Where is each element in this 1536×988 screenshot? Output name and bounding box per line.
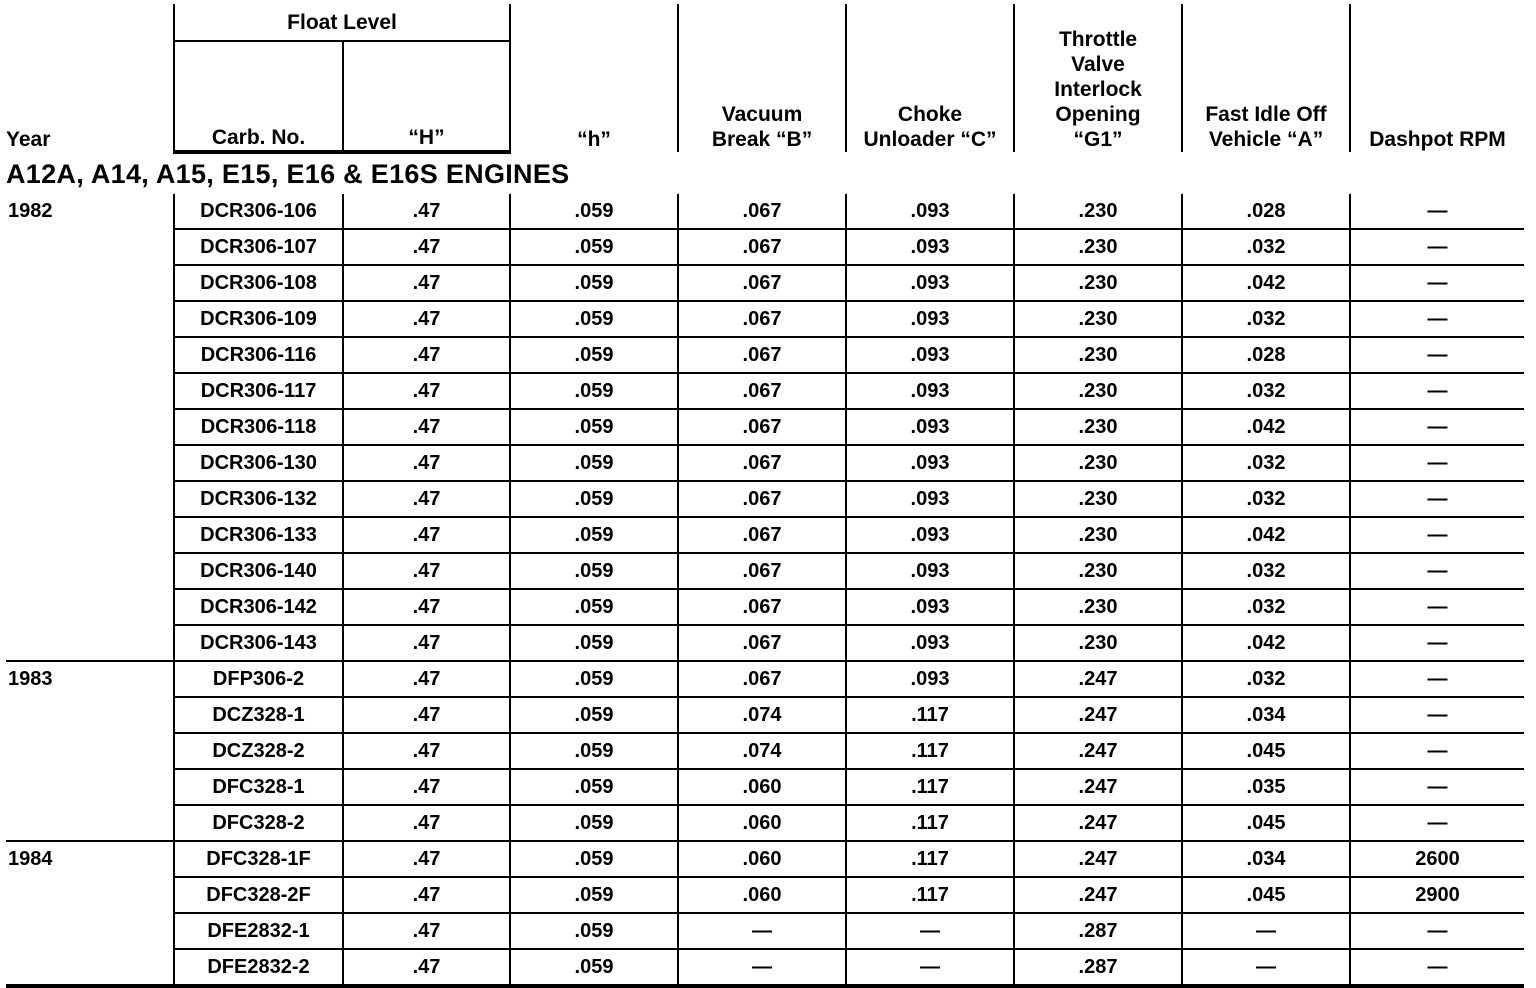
table-row <box>6 553 1524 589</box>
choke-unloader-cell: — <box>846 949 1014 986</box>
vacuum-break-cell: .067 <box>678 589 846 625</box>
table-row <box>6 769 1524 805</box>
carburetor-spec-table <box>6 4 1524 988</box>
dashpot-rpm-cell: — <box>1350 265 1524 301</box>
carb-no-cell: DCR306-109 <box>174 301 343 337</box>
header-row-top <box>6 4 1524 41</box>
float-h-lower-cell: .059 <box>510 194 678 229</box>
float-h-lower-cell: .059 <box>510 805 678 841</box>
header-dashpot-rpm: Dashpot RPM <box>1350 4 1524 152</box>
float-h-lower-cell: .059 <box>510 517 678 553</box>
table-row <box>6 301 1524 337</box>
float-h-lower-cell: .059 <box>510 841 678 877</box>
table-row <box>6 697 1524 733</box>
header-h-upper: “H” <box>343 41 510 152</box>
dashpot-rpm-cell: 2900 <box>1350 877 1524 913</box>
table-row <box>6 913 1524 949</box>
throttle-opening-cell: .247 <box>1014 661 1182 697</box>
float-h-upper-cell: .47 <box>343 553 510 589</box>
throttle-opening-cell: .230 <box>1014 229 1182 265</box>
choke-unloader-cell: .093 <box>846 625 1014 661</box>
choke-unloader-cell: .117 <box>846 841 1014 877</box>
choke-unloader-cell: .093 <box>846 337 1014 373</box>
fast-idle-cell: .045 <box>1182 733 1350 769</box>
float-h-upper-cell: .47 <box>343 481 510 517</box>
choke-unloader-cell: .093 <box>846 481 1014 517</box>
throttle-opening-cell: .247 <box>1014 877 1182 913</box>
choke-unloader-cell: .093 <box>846 553 1014 589</box>
vacuum-break-cell: .067 <box>678 373 846 409</box>
vacuum-break-cell: .067 <box>678 445 846 481</box>
header-vacuum-break <box>678 4 846 152</box>
carb-no-cell: DFE2832-2 <box>174 949 343 986</box>
choke-unloader-cell: .093 <box>846 229 1014 265</box>
fast-idle-cell: .034 <box>1182 841 1350 877</box>
float-h-upper-cell: .47 <box>343 194 510 229</box>
vacuum-break-cell: — <box>678 913 846 949</box>
choke-unloader-cell: .117 <box>846 769 1014 805</box>
fast-idle-cell: .045 <box>1182 805 1350 841</box>
fast-idle-cell: .032 <box>1182 445 1350 481</box>
table-row <box>6 337 1524 373</box>
carb-no-cell: DCZ328-2 <box>174 733 343 769</box>
fast-idle-cell: .028 <box>1182 337 1350 373</box>
dashpot-rpm-cell: — <box>1350 769 1524 805</box>
dashpot-rpm-cell: — <box>1350 373 1524 409</box>
fast-idle-cell: .032 <box>1182 661 1350 697</box>
header-throttle-line4: Opening <box>1055 103 1141 126</box>
table-row <box>6 445 1524 481</box>
vacuum-break-cell: .060 <box>678 769 846 805</box>
carb-no-cell: DCR306-143 <box>174 625 343 661</box>
throttle-opening-cell: .230 <box>1014 409 1182 445</box>
table-row <box>6 949 1524 986</box>
vacuum-break-cell: .067 <box>678 265 846 301</box>
float-h-upper-cell: .47 <box>343 733 510 769</box>
table-row <box>6 661 1524 697</box>
float-h-lower-cell: .059 <box>510 229 678 265</box>
dashpot-rpm-cell: — <box>1350 949 1524 986</box>
vacuum-break-cell: .067 <box>678 481 846 517</box>
float-h-upper-cell: .47 <box>343 589 510 625</box>
float-h-lower-cell: .059 <box>510 265 678 301</box>
float-h-upper-cell: .47 <box>343 625 510 661</box>
dashpot-rpm-cell: — <box>1350 589 1524 625</box>
float-h-lower-cell: .059 <box>510 769 678 805</box>
carb-no-cell: DCR306-116 <box>174 337 343 373</box>
throttle-opening-cell: .230 <box>1014 589 1182 625</box>
dashpot-rpm-cell: — <box>1350 517 1524 553</box>
table-row <box>6 733 1524 769</box>
float-h-lower-cell: .059 <box>510 877 678 913</box>
float-h-upper-cell: .47 <box>343 445 510 481</box>
choke-unloader-cell: .117 <box>846 697 1014 733</box>
table-row <box>6 805 1524 841</box>
choke-unloader-cell: .093 <box>846 301 1014 337</box>
fast-idle-cell: .032 <box>1182 373 1350 409</box>
throttle-opening-cell: .247 <box>1014 769 1182 805</box>
vacuum-break-cell: .074 <box>678 733 846 769</box>
throttle-opening-cell: .247 <box>1014 733 1182 769</box>
fast-idle-cell: .032 <box>1182 553 1350 589</box>
fast-idle-cell: .028 <box>1182 194 1350 229</box>
header-throttle-line3: Interlock <box>1054 78 1142 101</box>
vacuum-break-cell: .067 <box>678 517 846 553</box>
carb-no-cell: DCR306-106 <box>174 194 343 229</box>
header-year: Year <box>6 128 51 151</box>
table-row <box>6 481 1524 517</box>
dashpot-rpm-cell: — <box>1350 553 1524 589</box>
vacuum-break-cell: .067 <box>678 301 846 337</box>
float-h-lower-cell: .059 <box>510 553 678 589</box>
choke-unloader-cell: — <box>846 913 1014 949</box>
dashpot-rpm-cell: — <box>1350 337 1524 373</box>
year-cell: 1982 <box>6 194 174 661</box>
carb-no-cell: DFC328-1F <box>174 841 343 877</box>
float-h-lower-cell: .059 <box>510 661 678 697</box>
year-cell: 1984 <box>6 841 174 986</box>
fast-idle-cell: .032 <box>1182 301 1350 337</box>
dashpot-rpm-cell: — <box>1350 301 1524 337</box>
table-body <box>6 152 1524 986</box>
header-choke-unloader <box>846 4 1014 152</box>
table-row <box>6 625 1524 661</box>
dashpot-rpm-cell: — <box>1350 733 1524 769</box>
header-choke-line1: Choke <box>897 103 963 126</box>
table-row <box>6 373 1524 409</box>
choke-unloader-cell: .093 <box>846 265 1014 301</box>
fast-idle-cell: — <box>1182 913 1350 949</box>
float-h-lower-cell: .059 <box>510 625 678 661</box>
vacuum-break-cell: .067 <box>678 553 846 589</box>
float-h-upper-cell: .47 <box>343 337 510 373</box>
vacuum-break-cell: .060 <box>678 877 846 913</box>
carb-no-cell: DCZ328-1 <box>174 697 343 733</box>
carb-no-cell: DCR306-107 <box>174 229 343 265</box>
table-row <box>6 229 1524 265</box>
float-h-upper-cell: .47 <box>343 841 510 877</box>
throttle-opening-cell: .230 <box>1014 265 1182 301</box>
float-h-lower-cell: .059 <box>510 697 678 733</box>
choke-unloader-cell: .117 <box>846 733 1014 769</box>
dashpot-rpm-cell: 2600 <box>1350 841 1524 877</box>
table-row <box>6 841 1524 877</box>
fast-idle-cell: .032 <box>1182 589 1350 625</box>
choke-unloader-cell: .093 <box>846 661 1014 697</box>
table-row <box>6 194 1524 229</box>
carb-no-cell: DFP306-2 <box>174 661 343 697</box>
float-h-upper-cell: .47 <box>343 877 510 913</box>
dashpot-rpm-cell: — <box>1350 805 1524 841</box>
dashpot-rpm-cell: — <box>1350 229 1524 265</box>
fast-idle-cell: .045 <box>1182 877 1350 913</box>
throttle-opening-cell: .230 <box>1014 625 1182 661</box>
header-vacuum-line1: Vacuum <box>721 103 803 126</box>
vacuum-break-cell: .067 <box>678 337 846 373</box>
header-throttle-valve <box>1014 4 1182 152</box>
table-row <box>6 589 1524 625</box>
throttle-opening-cell: .230 <box>1014 373 1182 409</box>
float-h-lower-cell: .059 <box>510 373 678 409</box>
carb-no-cell: DCR306-130 <box>174 445 343 481</box>
choke-unloader-cell: .093 <box>846 194 1014 229</box>
throttle-opening-cell: .287 <box>1014 913 1182 949</box>
carb-no-cell: DFC328-2 <box>174 805 343 841</box>
float-h-upper-cell: .47 <box>343 949 510 986</box>
float-h-upper-cell: .47 <box>343 301 510 337</box>
choke-unloader-cell: .093 <box>846 373 1014 409</box>
fast-idle-cell: .032 <box>1182 481 1350 517</box>
fast-idle-cell: .042 <box>1182 265 1350 301</box>
throttle-opening-cell: .247 <box>1014 805 1182 841</box>
header-fast-idle-line2: Vehicle “A” <box>1208 128 1324 151</box>
header-fast-idle <box>1182 4 1350 152</box>
float-h-upper-cell: .47 <box>343 373 510 409</box>
dashpot-rpm-cell: — <box>1350 194 1524 229</box>
float-h-upper-cell: .47 <box>343 517 510 553</box>
header-float-level: Float Level <box>174 4 510 41</box>
throttle-opening-cell: .247 <box>1014 841 1182 877</box>
choke-unloader-cell: .093 <box>846 517 1014 553</box>
throttle-opening-cell: .230 <box>1014 517 1182 553</box>
vacuum-break-cell: .067 <box>678 409 846 445</box>
vacuum-break-cell: .060 <box>678 805 846 841</box>
table-row <box>6 265 1524 301</box>
throttle-opening-cell: .230 <box>1014 337 1182 373</box>
float-h-lower-cell: .059 <box>510 913 678 949</box>
choke-unloader-cell: .093 <box>846 445 1014 481</box>
float-h-lower-cell: .059 <box>510 481 678 517</box>
header-carb-no: Carb. No. <box>174 41 343 152</box>
fast-idle-cell: .042 <box>1182 517 1350 553</box>
fast-idle-cell: .034 <box>1182 697 1350 733</box>
vacuum-break-cell: .067 <box>678 661 846 697</box>
carb-no-cell: DCR306-140 <box>174 553 343 589</box>
choke-unloader-cell: .093 <box>846 409 1014 445</box>
float-h-upper-cell: .47 <box>343 661 510 697</box>
carb-no-cell: DCR306-142 <box>174 589 343 625</box>
float-h-lower-cell: .059 <box>510 949 678 986</box>
carb-no-cell: DCR306-108 <box>174 265 343 301</box>
carb-no-cell: DFC328-1 <box>174 769 343 805</box>
choke-unloader-cell: .117 <box>846 877 1014 913</box>
table-row <box>6 517 1524 553</box>
vacuum-break-cell: .067 <box>678 194 846 229</box>
throttle-opening-cell: .247 <box>1014 697 1182 733</box>
throttle-opening-cell: .230 <box>1014 553 1182 589</box>
dashpot-rpm-cell: — <box>1350 661 1524 697</box>
vacuum-break-cell: .067 <box>678 625 846 661</box>
header-h-lower: “h” <box>510 4 678 152</box>
carb-no-cell: DCR306-132 <box>174 481 343 517</box>
float-h-upper-cell: .47 <box>343 229 510 265</box>
float-h-upper-cell: .47 <box>343 805 510 841</box>
year-cell: 1983 <box>6 661 174 841</box>
float-h-upper-cell: .47 <box>343 913 510 949</box>
fast-idle-cell: .042 <box>1182 625 1350 661</box>
throttle-opening-cell: .230 <box>1014 194 1182 229</box>
fast-idle-cell: .035 <box>1182 769 1350 805</box>
header-throttle-line1: Throttle <box>1058 28 1138 51</box>
section-title: A12A, A14, A15, E15, E16 & E16S ENGINES <box>6 158 570 189</box>
float-h-lower-cell: .059 <box>510 337 678 373</box>
float-h-upper-cell: .47 <box>343 409 510 445</box>
float-h-lower-cell: .059 <box>510 733 678 769</box>
header-choke-line2: Unloader “C” <box>863 128 997 151</box>
float-h-lower-cell: .059 <box>510 589 678 625</box>
float-h-upper-cell: .47 <box>343 265 510 301</box>
throttle-opening-cell: .230 <box>1014 445 1182 481</box>
float-h-lower-cell: .059 <box>510 409 678 445</box>
header-throttle-line5: “G1” <box>1073 128 1123 151</box>
carb-no-cell: DFC328-2F <box>174 877 343 913</box>
carb-no-cell: DCR306-118 <box>174 409 343 445</box>
header-vacuum-line2: Break “B” <box>711 128 813 151</box>
fast-idle-cell: .042 <box>1182 409 1350 445</box>
vacuum-break-cell: .060 <box>678 841 846 877</box>
float-h-upper-cell: .47 <box>343 697 510 733</box>
vacuum-break-cell: .067 <box>678 229 846 265</box>
dashpot-rpm-cell: — <box>1350 409 1524 445</box>
carb-no-cell: DFE2832-1 <box>174 913 343 949</box>
float-h-lower-cell: .059 <box>510 445 678 481</box>
dashpot-rpm-cell: — <box>1350 481 1524 517</box>
header-throttle-line2: Valve <box>1071 53 1125 76</box>
vacuum-break-cell: .074 <box>678 697 846 733</box>
choke-unloader-cell: .117 <box>846 805 1014 841</box>
header-fast-idle-line1: Fast Idle Off <box>1205 103 1327 126</box>
dashpot-rpm-cell: — <box>1350 625 1524 661</box>
dashpot-rpm-cell: — <box>1350 445 1524 481</box>
table-row <box>6 409 1524 445</box>
fast-idle-cell: .032 <box>1182 229 1350 265</box>
table-row <box>6 877 1524 913</box>
dashpot-rpm-cell: — <box>1350 697 1524 733</box>
throttle-opening-cell: .230 <box>1014 481 1182 517</box>
throttle-opening-cell: .287 <box>1014 949 1182 986</box>
float-h-lower-cell: .059 <box>510 301 678 337</box>
carb-no-cell: DCR306-133 <box>174 517 343 553</box>
choke-unloader-cell: .093 <box>846 589 1014 625</box>
float-h-upper-cell: .47 <box>343 769 510 805</box>
vacuum-break-cell: — <box>678 949 846 986</box>
carb-no-cell: DCR306-117 <box>174 373 343 409</box>
dashpot-rpm-cell: — <box>1350 913 1524 949</box>
section-title-row <box>6 152 1524 194</box>
fast-idle-cell: — <box>1182 949 1350 986</box>
throttle-opening-cell: .230 <box>1014 301 1182 337</box>
